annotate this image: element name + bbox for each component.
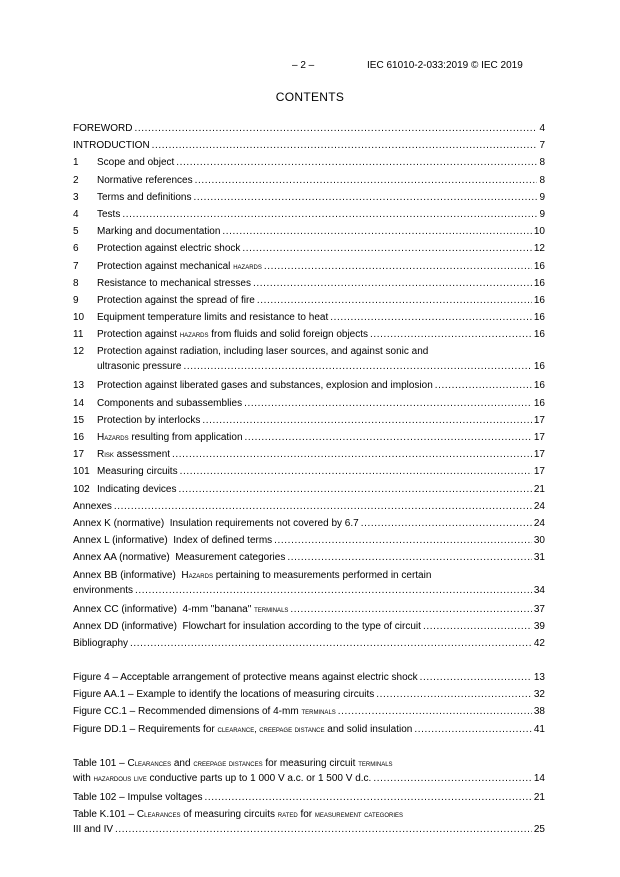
standard-reference: IEC 61010-2-033:2019 © IEC 2019 — [367, 60, 523, 71]
toc-entry-101[interactable]: 101 Measuring circuits ..... 17 — [73, 463, 545, 480]
table-of-contents — [73, 120, 545, 840]
toc-entry-16[interactable]: 16 Hazards resulting from application ..... 17 — [73, 429, 545, 446]
toc-entry-3[interactable]: 3 Terms and definitions ..... 9 — [73, 189, 545, 206]
table-entry-101[interactable]: Table 101 – Clearances and creepage distances for measuring circuit terminals with hazardous live conductive parts up to 1 000 V a.c. or 1 500 V d.c. ..... 14 — [73, 755, 545, 789]
toc-entry-introduction[interactable]: INTRODUCTION ..... 7 — [73, 137, 545, 154]
toc-entry-15[interactable]: 15 Protection by interlocks ..... 17 — [73, 412, 545, 429]
toc-entry-9[interactable]: 9 Protection against the spread of fire ..... 16 — [73, 292, 545, 309]
table-entry-102[interactable]: Table 102 – Impulse voltages ..... 21 — [73, 789, 545, 806]
toc-entry-annexes[interactable]: Annexes ..... 24 — [73, 498, 545, 515]
figure-entry-dd1[interactable]: Figure DD.1 – Requirements for clearance, creepage distance and solid insulation ..... 41 — [73, 721, 545, 738]
figure-entry-aa1[interactable]: Figure AA.1 – Example to identify the locations of measuring circuits ..... 32 — [73, 686, 545, 703]
table-entry-k101[interactable]: Table K.101 – Clearances of measuring circuits rated for measurement categories III and IV ..... 25 — [73, 806, 545, 840]
toc-entry-5[interactable]: 5 Marking and documentation ..... 10 — [73, 223, 545, 240]
toc-entry-annex-l[interactable]: Annex L (informative) Index of defined terms ..... 30 — [73, 532, 545, 549]
toc-entry-4[interactable]: 4 Tests ..... 9 — [73, 206, 545, 223]
toc-entry-1[interactable]: 1 Scope and object ..... 8 — [73, 154, 545, 171]
toc-entry-annex-bb[interactable]: Annex BB (informative) Hazards pertaining to measurements performed in certain environments ..... 34 — [73, 567, 545, 601]
toc-entry-bibliography[interactable]: Bibliography ..... 42 — [73, 635, 545, 652]
figure-entry-cc1[interactable]: Figure CC.1 – Recommended dimensions of 4-mm terminals ..... 38 — [73, 703, 545, 720]
toc-entry-14[interactable]: 14 Components and subassemblies ..... 16 — [73, 395, 545, 412]
toc-entry-17[interactable]: 17 Risk assessment ..... 17 — [73, 446, 545, 463]
toc-entry-annex-k[interactable]: Annex K (normative) Insulation requirements not covered by 6.7 ..... 24 — [73, 515, 545, 532]
toc-entry-13[interactable]: 13 Protection against liberated gases and substances, explosion and implosion ..... 16 — [73, 377, 545, 394]
toc-entry-8[interactable]: 8 Resistance to mechanical stresses ..... 16 — [73, 275, 545, 292]
toc-entry-annex-cc[interactable]: Annex CC (informative) 4-mm "banana" terminals ..... 37 — [73, 601, 545, 618]
figure-entry-4[interactable]: Figure 4 – Acceptable arrangement of protective means against electric shock ..... 13 — [73, 669, 545, 686]
toc-entry-annex-aa[interactable]: Annex AA (normative) Measurement categories ..... 31 — [73, 549, 545, 566]
toc-entry-11[interactable]: 11 Protection against hazards from fluids and solid foreign objects ..... 16 — [73, 326, 545, 343]
toc-entry-annex-dd[interactable]: Annex DD (informative) Flowchart for insulation according to the type of circuit ..... 39 — [73, 618, 545, 635]
page-title: CONTENTS — [275, 90, 345, 104]
toc-entry-102[interactable]: 102 Indicating devices ..... 21 — [73, 481, 545, 498]
toc-entry-2[interactable]: 2 Normative references ..... 8 — [73, 172, 545, 189]
toc-entry-7[interactable]: 7 Protection against mechanical hazards ..... 16 — [73, 258, 545, 275]
page-header — [0, 60, 620, 74]
toc-entry-10[interactable]: 10 Equipment temperature limits and resistance to heat ..... 16 — [73, 309, 545, 326]
toc-entry-6[interactable]: 6 Protection against electric shock ..... 12 — [73, 240, 545, 257]
toc-entry-12[interactable]: 12 Protection against radiation, including laser sources, and against sonic and ultrasonic pressure ..... 16 — [73, 343, 545, 377]
toc-entry-foreword[interactable]: FOREWORD ..... 4 — [73, 120, 545, 137]
page-number: – 2 – — [292, 60, 315, 71]
